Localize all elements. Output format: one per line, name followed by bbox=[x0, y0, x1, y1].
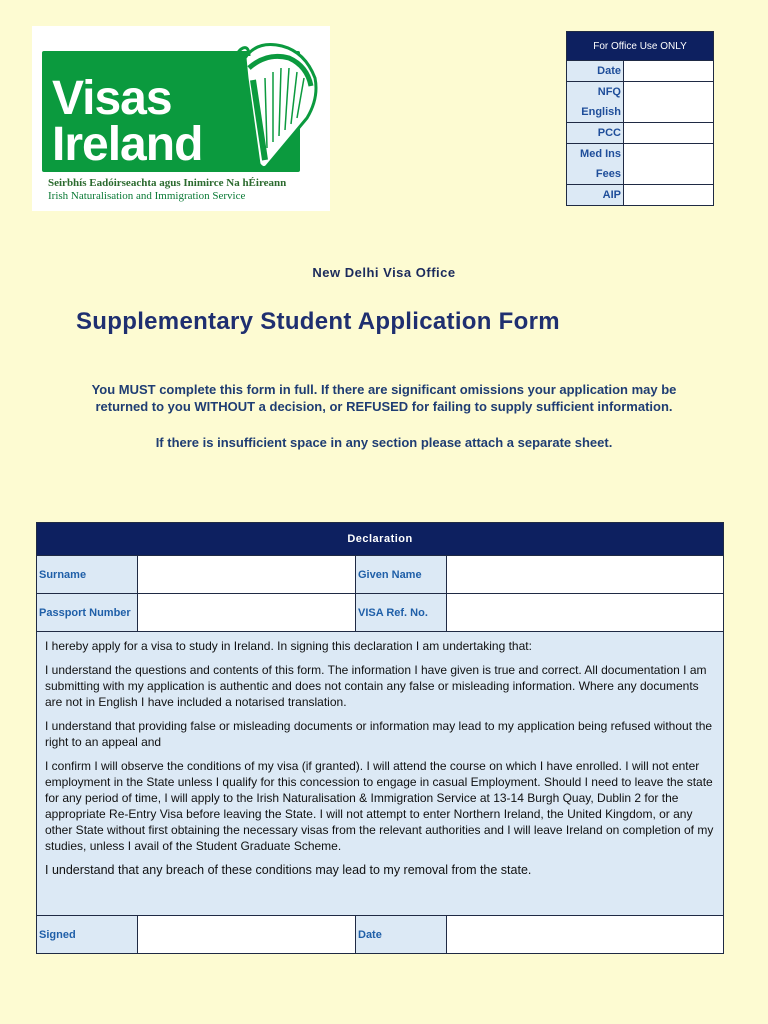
office-label-english: English bbox=[567, 102, 624, 123]
declaration-paragraph: I confirm I will observe the conditions of my visa (if granted). I will attend the course on which I have enrolled. I will not enter employment in the State unless I qualify for this concession to engage in casual Employment. Should I need to leave the state for any period of time, I will apply to the Irish Naturalisation & Immigration Service at 13-14 Burgh Quay, Dublin 2 for the appropriate Re-Entry Visa before leaving the State. I will not attempt to enter Northern Ireland, the United Kingdom, or any other State without first obtaining the necessary visas from the relevant authorities and I will leave Ireland on completion of my studies, unless I avail of the Student Graduate Scheme. bbox=[45, 759, 714, 853]
office-field-nfq-english[interactable] bbox=[624, 82, 714, 123]
office-field-pcc[interactable] bbox=[624, 123, 714, 144]
visa-ref-label: VISA Ref. No. bbox=[356, 594, 447, 632]
signed-label: Signed bbox=[37, 916, 138, 954]
office-label-fees: Fees bbox=[567, 164, 624, 185]
date-label: Date bbox=[356, 916, 447, 954]
form-title: Supplementary Student Application Form bbox=[76, 308, 560, 335]
office-field-med-ins-fees[interactable] bbox=[624, 144, 714, 185]
declaration-paragraph: I hereby apply for a visa to study in Ireland. In signing this declaration I am undertaking that: bbox=[45, 639, 532, 653]
office-label-nfq: NFQ bbox=[567, 82, 624, 103]
office-label-aip: AIP bbox=[567, 185, 624, 206]
instructions-space-note: If there is insufficient space in any section please attach a separate sheet. bbox=[155, 435, 613, 450]
declaration-paragraph: I understand that providing false or misleading documents or information may lead to my application being refused without the right to an appeal and bbox=[45, 719, 713, 749]
office-field-aip[interactable] bbox=[624, 185, 714, 206]
passport-number-field[interactable] bbox=[138, 594, 356, 632]
date-field[interactable] bbox=[447, 916, 724, 954]
surname-label: Surname bbox=[37, 556, 138, 594]
office-label-med-ins: Med Ins bbox=[567, 144, 624, 165]
visa-office-name: New Delhi Visa Office bbox=[312, 265, 456, 280]
instructions-line-2: returned to you WITHOUT a decision, or REFUSED for failing to supply sufficient information. bbox=[95, 399, 673, 414]
logo-subtitle-english: Irish Naturalisation and Immigration Service bbox=[48, 190, 246, 202]
visa-ref-field[interactable] bbox=[447, 594, 724, 632]
given-name-label: Given Name bbox=[356, 556, 447, 594]
office-label-date: Date bbox=[567, 61, 624, 82]
surname-field[interactable] bbox=[138, 556, 356, 594]
harp-icon bbox=[227, 38, 322, 173]
logo-subtitle-irish: Seirbhís Eadóirseachta agus Inimirce Na hÉireann bbox=[48, 177, 287, 189]
office-label-pcc: PCC bbox=[567, 123, 624, 144]
declaration-paragraph: I understand that any breach of these conditions may lead to my removal from the state. bbox=[45, 863, 532, 877]
declaration-table bbox=[36, 522, 724, 954]
declaration-paragraph: I understand the questions and contents of this form. The information I have given is true and correct. All documentation I am submitting with my application is authentic and does not contain any false or misleading information. Where any documents are not in English I have included a notarised translation. bbox=[45, 663, 707, 709]
passport-number-label: Passport Number bbox=[37, 594, 138, 632]
declaration-text bbox=[37, 632, 724, 916]
logo-word-visas: Visas bbox=[52, 72, 172, 125]
office-use-title: For Office Use ONLY bbox=[567, 32, 714, 61]
visas-ireland-logo bbox=[32, 26, 330, 211]
given-name-field[interactable] bbox=[447, 556, 724, 594]
logo-word-ireland: Ireland bbox=[52, 118, 203, 171]
declaration-header: Declaration bbox=[37, 523, 724, 556]
office-field-date[interactable] bbox=[624, 61, 714, 82]
instructions-line-1: You MUST complete this form in full. If there are significant omissions your application may be bbox=[91, 382, 677, 397]
office-use-table bbox=[566, 31, 714, 206]
signed-field[interactable] bbox=[138, 916, 356, 954]
